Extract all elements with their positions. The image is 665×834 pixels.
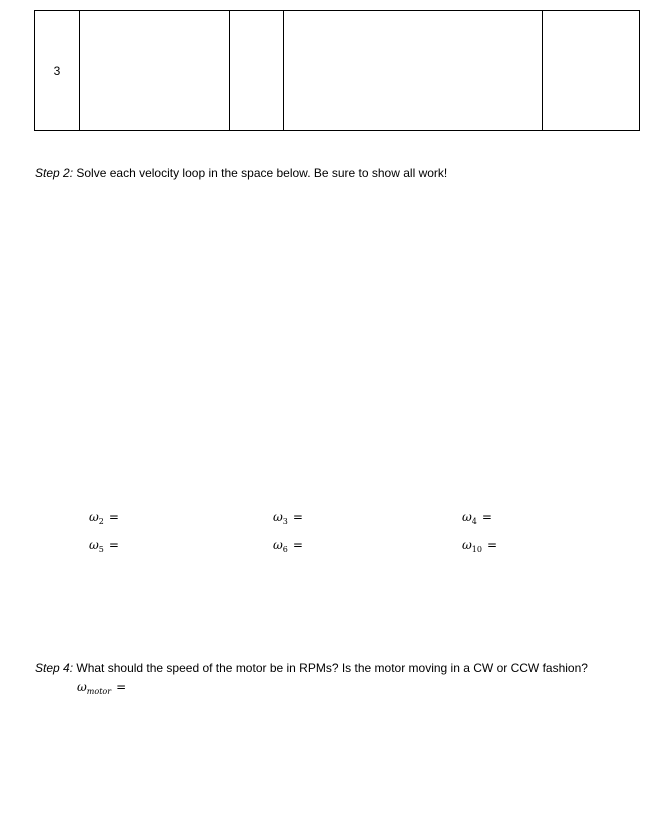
table-cell bbox=[543, 11, 640, 131]
table-cell bbox=[284, 11, 543, 131]
step2-instruction bbox=[35, 166, 447, 180]
equals-sign: = bbox=[108, 510, 119, 524]
omega-symbol: ω bbox=[462, 510, 472, 524]
omega-symbol: ω bbox=[273, 510, 283, 524]
omega-symbol: ω bbox=[77, 680, 87, 694]
omega-symbol: ω bbox=[273, 538, 283, 552]
omega-subscript: 3 bbox=[282, 517, 288, 526]
omega-3-equation bbox=[273, 510, 303, 524]
omega-subscript: 2 bbox=[98, 517, 104, 526]
omega-symbol: ω bbox=[89, 510, 99, 524]
omega-10-equation bbox=[462, 538, 497, 552]
omega-subscript: 6 bbox=[282, 545, 288, 554]
omega-symbol: ω bbox=[89, 538, 99, 552]
omega-subscript: 10 bbox=[471, 545, 482, 554]
equals-sign: = bbox=[486, 538, 498, 552]
table-row bbox=[35, 11, 640, 131]
step2-text: Solve each velocity loop in the space below. Be sure to show all work! bbox=[76, 166, 448, 180]
omega-4-equation bbox=[462, 510, 492, 524]
step4-label: Step 4: bbox=[35, 661, 74, 675]
step4-instruction bbox=[35, 661, 588, 675]
omega-motor-equation bbox=[77, 680, 126, 694]
equals-sign: = bbox=[116, 680, 127, 694]
row-number-cell: 3 bbox=[35, 11, 80, 131]
omega-subscript: motor bbox=[86, 687, 112, 696]
worksheet-table bbox=[34, 10, 640, 131]
equals-sign: = bbox=[292, 510, 303, 524]
omega-symbol: ω bbox=[462, 538, 472, 552]
step2-label: Step 2: bbox=[35, 166, 74, 180]
table-cell bbox=[80, 11, 230, 131]
omega-6-equation bbox=[273, 538, 303, 552]
equals-sign: = bbox=[108, 538, 119, 552]
equals-sign: = bbox=[481, 510, 492, 524]
table-cell bbox=[230, 11, 284, 131]
equals-sign: = bbox=[292, 538, 303, 552]
omega-5-equation bbox=[89, 538, 119, 552]
omega-2-equation bbox=[89, 510, 119, 524]
omega-subscript: 5 bbox=[98, 545, 104, 554]
omega-subscript: 4 bbox=[471, 517, 477, 526]
step4-text: What should the speed of the motor be in RPMs? Is the motor moving in a CW or CCW fashion? bbox=[76, 661, 588, 675]
